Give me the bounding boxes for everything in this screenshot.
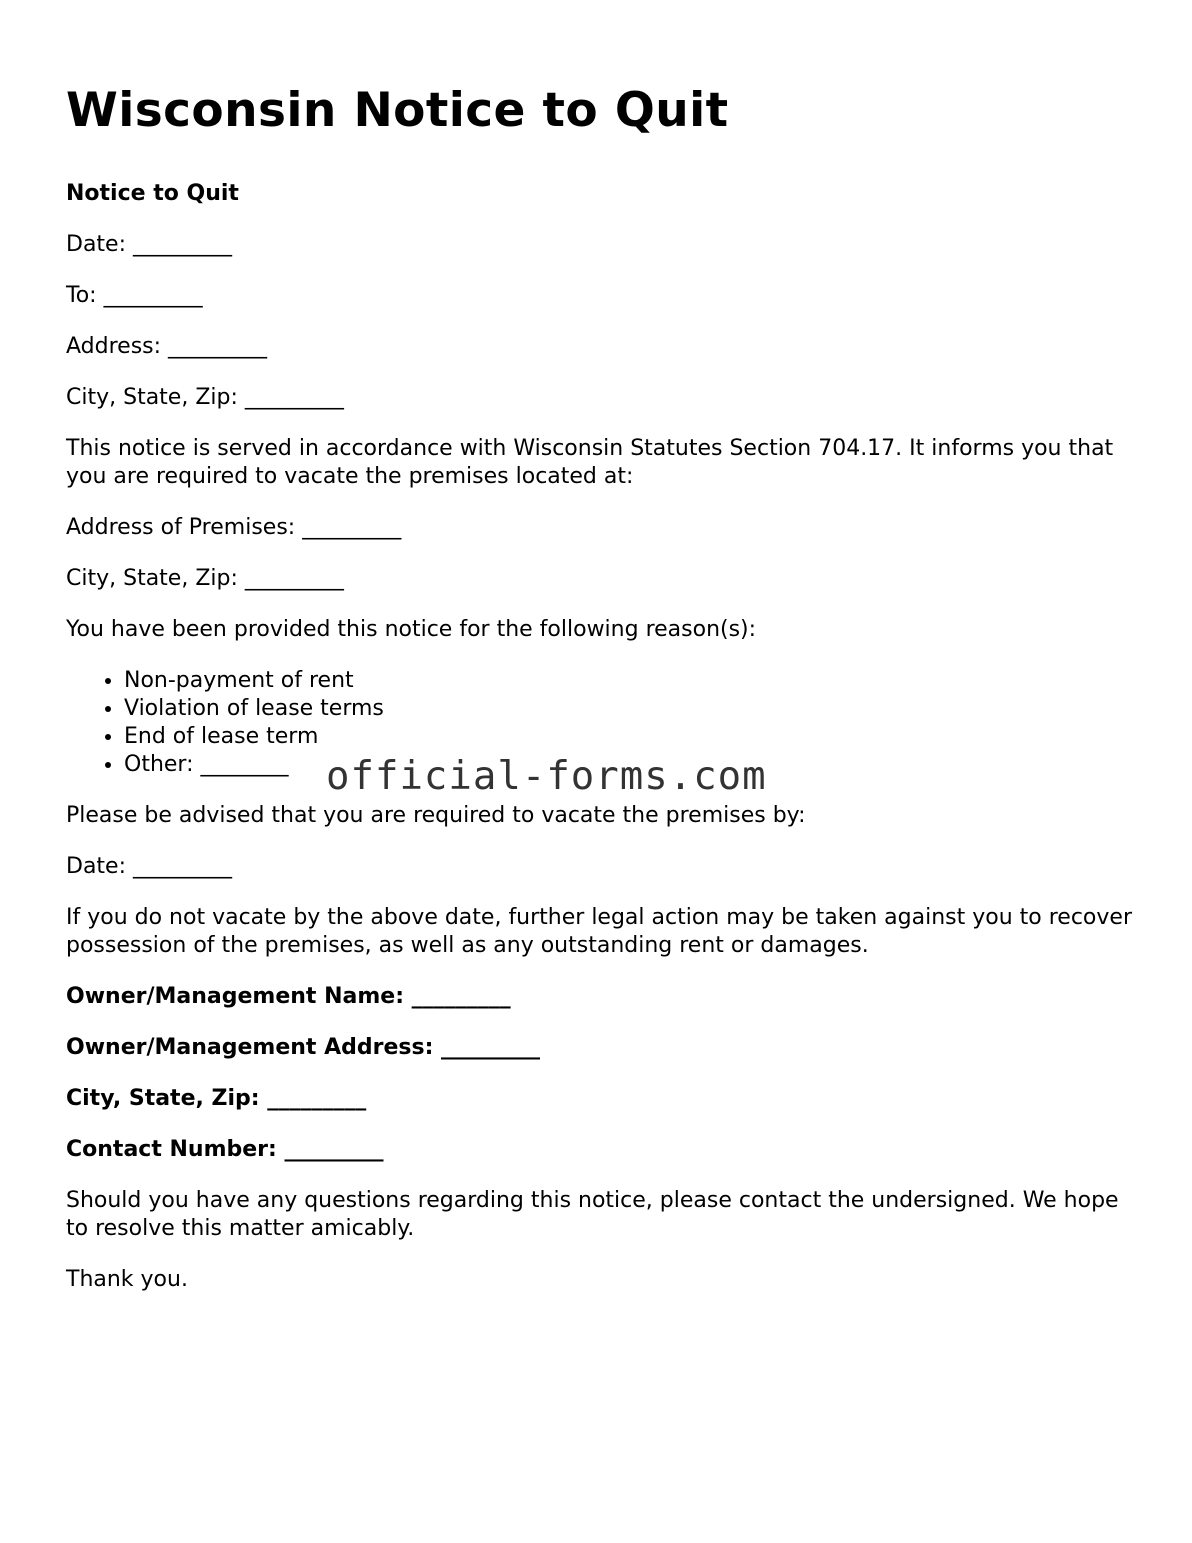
document-title: Wisconsin Notice to Quit	[66, 83, 729, 138]
premises-city-state-zip-field: City, State, Zip: _________	[66, 566, 344, 591]
vacate-date-field: Date: _________	[66, 854, 232, 879]
reason-item: • Other: ________	[124, 751, 1136, 779]
closing-text: Thank you.	[66, 1267, 188, 1292]
owner-city-state-zip-field: City, State, Zip: _________	[66, 1086, 367, 1111]
watermark: official-forms.com	[326, 754, 767, 799]
notice-subtitle: Notice to Quit	[66, 181, 239, 206]
reason-item: • Non-payment of rent	[124, 667, 1136, 695]
statute-paragraph: This notice is served in accordance with Wisconsin Statutes Section 704.17. It informs you that you are required to vacate the premises located at:	[66, 436, 1114, 489]
to-field: To: _________	[66, 283, 203, 308]
vacate-intro: Please be advised that you are required to vacate the premises by:	[66, 803, 806, 828]
reason-item: • End of lease term	[124, 723, 1136, 751]
legal-action-paragraph: If you do not vacate by the above date, further legal action may be taken against you to recover possession of the premises, as well as any outstanding rent or damages.	[66, 905, 1132, 958]
date-field: Date: _________	[66, 232, 232, 257]
reasons-intro: You have been provided this notice for the following reason(s):	[66, 617, 757, 642]
owner-address-field: Owner/Management Address: _________	[66, 1035, 541, 1060]
owner-name-field: Owner/Management Name: _________	[66, 984, 511, 1009]
questions-paragraph: Should you have any questions regarding this notice, please contact the undersigned. We hope to resolve this matter amicably.	[66, 1188, 1119, 1241]
address-field: Address: _________	[66, 334, 268, 359]
document-page	[66, 78, 1136, 1317]
contact-number-field: Contact Number: _________	[66, 1137, 384, 1162]
reason-item: • Violation of lease terms	[124, 695, 1136, 723]
premises-address-field: Address of Premises: _________	[66, 515, 402, 540]
city-state-zip-field: City, State, Zip: _________	[66, 385, 344, 410]
